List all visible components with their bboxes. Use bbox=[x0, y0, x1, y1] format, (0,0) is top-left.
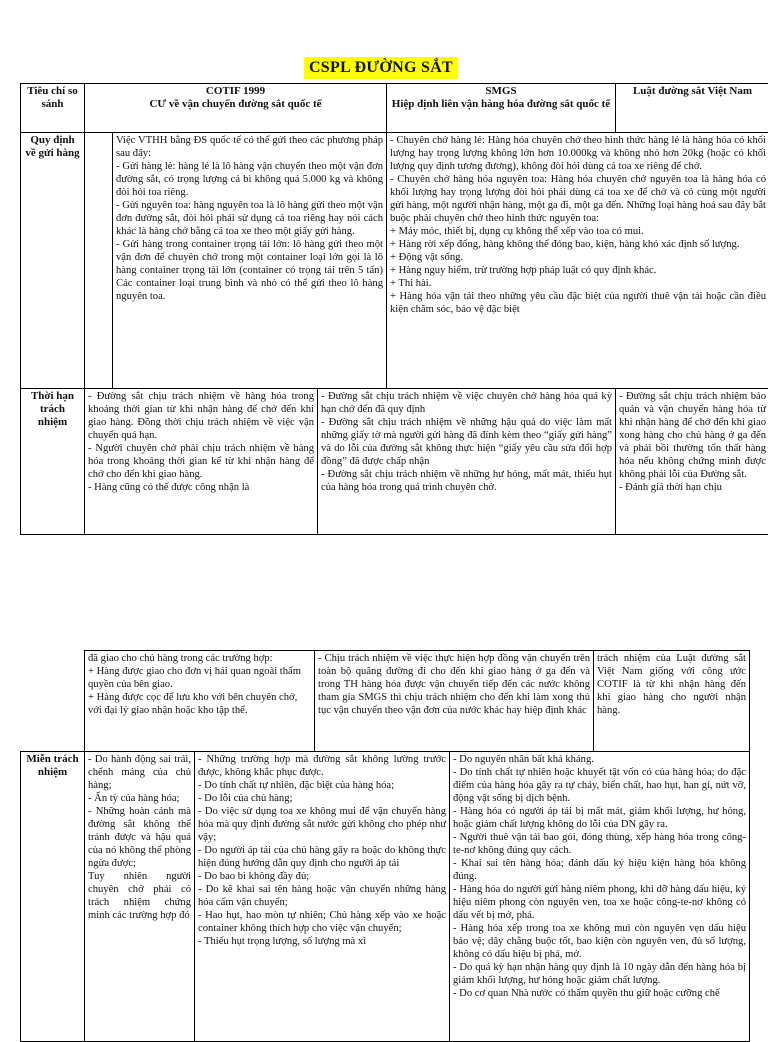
text-line: - Chuyên chở hàng lẻ: Hàng hóa chuyên chở theo hình thức hàng lẻ là hàng hóa có khối lượng hay trọng lượng không lớn hơn 10.000kg và không nhỏ hơn 20kg (hoặc có khối lượng quy định tương đương), không đòi hỏi dùng cả toa xe riêng để chở. bbox=[390, 134, 766, 173]
comparison-table-part-3 bbox=[20, 751, 750, 1042]
text-line: - Do hành động sai trái, chểnh mảng của chủ hàng; bbox=[88, 753, 191, 792]
text-line: + Máy móc, thiết bị, dụng cụ không thể xếp vào toa có mui. bbox=[390, 225, 766, 238]
comparison-table-part-1 bbox=[20, 83, 768, 535]
smgs-liability-text bbox=[318, 389, 616, 535]
text-line: - Hàng hóa xếp trong toa xe không mui còn nguyên vẹn dấu hiệu bảo vệ; dây chằng buộc tốt, bao kiện còn nguyên ven, đủ số lượng, không có dấu hiệu bị phá, mở. bbox=[453, 922, 746, 961]
text-line: - Do người áp tải của chủ hàng gây ra hoặc do không thực hiện đúng hướng dẫn quy định cho người áp tải bbox=[198, 844, 446, 870]
text-line: - Khai sai tên hàng hóa; đánh dấu ký hiệu kiện hàng hóa không đúng. bbox=[453, 857, 746, 883]
text-line: + Hàng nguy hiểm, trừ trường hợp pháp luật có quy định khác. bbox=[390, 264, 766, 277]
text-line: - Do bao bì không đầy đủ; bbox=[198, 870, 446, 883]
text-line: + Hàng rời xếp đống, hàng không thể đóng bao, kiện, hàng khó xác định số lượng. bbox=[390, 238, 766, 251]
text-line: + Động vật sống. bbox=[390, 251, 766, 264]
text-line: - Chịu trách nhiệm về việc thực hiện hợp đồng vận chuyển trên toàn bộ quãng đường đi cho đến khi giao hàng ở ga đến và trong TH hàng hóa được vận chuyển tiếp đến các nước không tham gia SMGS thì chịu trách nhiệm cho đến khi làm xong thủ tục vận chuyển theo vận đơn của nước khác hay hiệp định khác bbox=[318, 652, 590, 717]
smgs-shipping-text bbox=[387, 133, 768, 389]
empty-cell bbox=[85, 133, 113, 389]
text-line: - Hàng cũng có thể được công nhận là bbox=[88, 481, 314, 494]
row-liability-period bbox=[21, 389, 768, 535]
text-line: - Gửi hàng trong container trọng tải lớn: lô hàng gửi theo một vận đơn để chuyên chở trong một container loại lớn gọi là lô hàng container trọng tải lớn (container có trọng tải trên 5 tấn) Các container loại trung bình và nhỏ có thể gửi theo lô hàng nguyên toa. bbox=[116, 238, 383, 303]
text-line: + Hàng hóa vận tải theo những yêu cầu đặc biệt của người thuê vận tải hoặc cần điều kiện chăm sóc, bảo vệ đặc biệt bbox=[390, 290, 766, 316]
text-line: - Hàng hóa có người áp tải bị mất mát, giảm khối lượng, hư hỏng, hoặc giảm chất lượng không do lỗi của DN gây ra. bbox=[453, 805, 746, 831]
text-line: Tuy nhiên người chuyên chở phải có trách nhiệm chứng minh các trường hợp đó bbox=[88, 870, 191, 922]
document-title: CSPL ĐƯỜNG SẮT bbox=[304, 57, 458, 79]
text-line: - Đường sắt chịu trách nhiệm bảo quản và vận chuyển hàng hóa từ khi nhận hàng để chở đến khi giao xong hàng cho chủ hàng ở ga đến và phải bồi thường tổn thất hàng hóa nếu không chứng minh được không phải lỗi của Đường sắt. bbox=[619, 390, 766, 481]
text-line: - Do lỗi của chủ hàng; bbox=[198, 792, 446, 805]
text-line: đã giao cho chủ hàng trong các trường hợp: bbox=[88, 652, 311, 665]
cotif-liability-continued bbox=[85, 651, 315, 752]
exemption-col-c bbox=[450, 752, 750, 1042]
text-line: - Do cơ quan Nhà nước có thẩm quyền thu giữ hoặc cưỡng chế bbox=[453, 987, 746, 1000]
text-line: - Do quá kỳ hạn nhận hàng quy định là 10 ngày dẫn đến hàng hóa bị giảm khối lượng, hư hỏng hoặc giảm chất lượng. bbox=[453, 961, 746, 987]
row-label-exemption: Miễn trách nhiệm bbox=[21, 752, 85, 1042]
text-line: - Do việc sử dụng toa xe không mui để vận chuyển hàng hóa mà quy định đường sắt nước gửi không cho phép như vậy; bbox=[198, 805, 446, 844]
text-line: - Những hoàn cảnh mà đường sắt không thể tránh được và hậu quả của nó không thể phòng ngừa được; bbox=[88, 805, 191, 870]
smgs-liability-continued bbox=[315, 651, 594, 752]
cotif-liability-text bbox=[85, 389, 318, 535]
text-line: - Hàng hóa do người gửi hàng niêm phong, khi dỡ hàng dấu hiệu, ký hiệu niêm phong còn nguyên ven, toa xe hoặc công-te-nơ không có dấu vết bị mở, phá. bbox=[453, 883, 746, 922]
vn-liability-continued bbox=[594, 651, 750, 752]
text-line: - Người thuê vận tải bao gói, đóng thùng, xếp hàng hóa trong công-te-nơ không đúng quy cách. bbox=[453, 831, 746, 857]
row-shipping-rules bbox=[21, 133, 768, 389]
text-line: - Gửi hàng lẻ: hàng lẻ là lô hàng vận chuyển theo một vận đơn đường sắt, có trọng lượng cả bì không quá 5.000 kg và không đòi hỏi toa riêng. bbox=[116, 160, 383, 199]
text-line: Việc VTHH bằng ĐS quốc tế có thể gửi theo các phương pháp sau đây: bbox=[116, 134, 383, 160]
header-criteria: Tiêu chí so sánh bbox=[21, 84, 85, 133]
text-line: trách nhiệm của Luật đường sắt Việt Nam giống với công ước COTIF là từ khi nhận hàng đến khi giao hàng cho người nhận hàng. bbox=[597, 652, 746, 717]
text-line: - Đường sắt chịu trách nhiệm về hàng hóa trong khoảng thời gian từ khi nhận hàng để chở đến khi giao hàng. Đồng thời chịu trách nhiệm về việc vận chuyển quá hạn. bbox=[88, 390, 314, 442]
text-line: - Do tính chất tự nhiên, đặc biệt của hàng hóa; bbox=[198, 779, 446, 792]
text-line: - Đường sắt chịu trách nhiệm về những hậu quả do việc làm mất những giấy tờ mà người gửi hàng đã đính kèm theo “giấy gửi hàng” và do lỗi của đường sắt không thực hiện “giấy yêu cầu sửa đổi hợp đồng” đã được chấp nhận bbox=[321, 416, 612, 468]
exemption-col-b bbox=[195, 752, 450, 1042]
comparison-table-part-2 bbox=[84, 650, 750, 752]
cotif-shipping-text bbox=[113, 133, 387, 389]
text-line: - Người chuyên chở phải chịu trách nhiệm về hàng hóa trong khoảng thời gian kể từ khi nhận hàng để chở cho đến khi giao hàng. bbox=[88, 442, 314, 481]
row-label-liability-period: Thời hạn trách nhiệm bbox=[21, 389, 85, 535]
text-line: - Do nguyên nhân bất khả kháng. bbox=[453, 753, 746, 766]
text-line: - Đường sắt chịu trách nhiệm về những hư hỏng, mất mát, thiếu hụt của hàng hóa trong quá trình chuyên chở. bbox=[321, 468, 612, 494]
exemption-col-a bbox=[85, 752, 195, 1042]
row-liability-continued bbox=[85, 651, 750, 752]
row-exemption bbox=[21, 752, 750, 1042]
text-line: - Đánh giá thời hạn chịu bbox=[619, 481, 766, 494]
text-line: - Gửi nguyên toa: hàng nguyên toa là lô hàng gửi theo một vận đơn đường sắt, đòi hỏi phải sử dụng cả toa riêng hay nói cách khác là hàng chở bằng cả toa xe theo một giấy gửi hàng. bbox=[116, 199, 383, 238]
text-line: - Do kê khai sai tên hàng hoặc vận chuyển những hàng hóa cấm vận chuyển; bbox=[198, 883, 446, 909]
text-line: + Thi hài. bbox=[390, 277, 766, 290]
header-smgs: SMGS Hiệp định liên vận hàng hóa đường sắt quốc tế bbox=[387, 84, 616, 133]
header-cotif: COTIF 1999 CƯ về vận chuyển đường sắt quốc tế bbox=[85, 84, 387, 133]
text-line: - Ẩn tỳ của hàng hóa; bbox=[88, 792, 191, 805]
text-line: - Đường sắt chịu trách nhiệm về việc chuyên chở hàng hóa quá kỳ hạn chở đến đã quy định bbox=[321, 390, 612, 416]
text-line: - Thiếu hụt trọng lượng, số lượng mà xì bbox=[198, 935, 446, 948]
text-line: + Hàng được cọc để lưu kho với bên chuyên chở, với đại lý giao nhận hoặc kho tập thể. bbox=[88, 691, 311, 717]
text-line: - Hao hụt, hao mòn tự nhiên; Chủ hàng xếp vào xe hoặc container không thích hợp cho việc vận chuyển; bbox=[198, 909, 446, 935]
row-label-shipping-rules: Quy định về gửi hàng bbox=[21, 133, 85, 389]
text-line: + Hàng được giao cho đơn vị hải quan ngoài thẩm quyền của bên giao. bbox=[88, 665, 311, 691]
header-row bbox=[21, 84, 768, 133]
text-line: - Chuyên chở hàng hóa nguyên toa: Hàng hóa chuyên chở nguyên toa là hàng hóa có khối lượng hay trọng lượng đòi hỏi phải dùng cả toa xe để chở và có cùng một người gửi hàng, một người nhận hàng, một ga đi, một ga đến. Những loại hàng hoá sau đây bắt buộc phải chuyên chở theo hình thức nguyên toa: bbox=[390, 173, 766, 225]
text-line: - Những trường hợp mà đường sắt không lường trước được, không khắc phục được. bbox=[198, 753, 446, 779]
vn-liability-text bbox=[616, 389, 768, 535]
text-line: - Do tính chất tự nhiên hoặc khuyết tật vốn có của hàng hóa; do đặc điểm của hàng hóa gây ra tự cháy, biến chất, hao hụt, han gỉ, nứt vỡ, động vật sống bị dịch bệnh. bbox=[453, 766, 746, 805]
header-vn-law: Luật đường sắt Việt Nam bbox=[616, 84, 768, 133]
